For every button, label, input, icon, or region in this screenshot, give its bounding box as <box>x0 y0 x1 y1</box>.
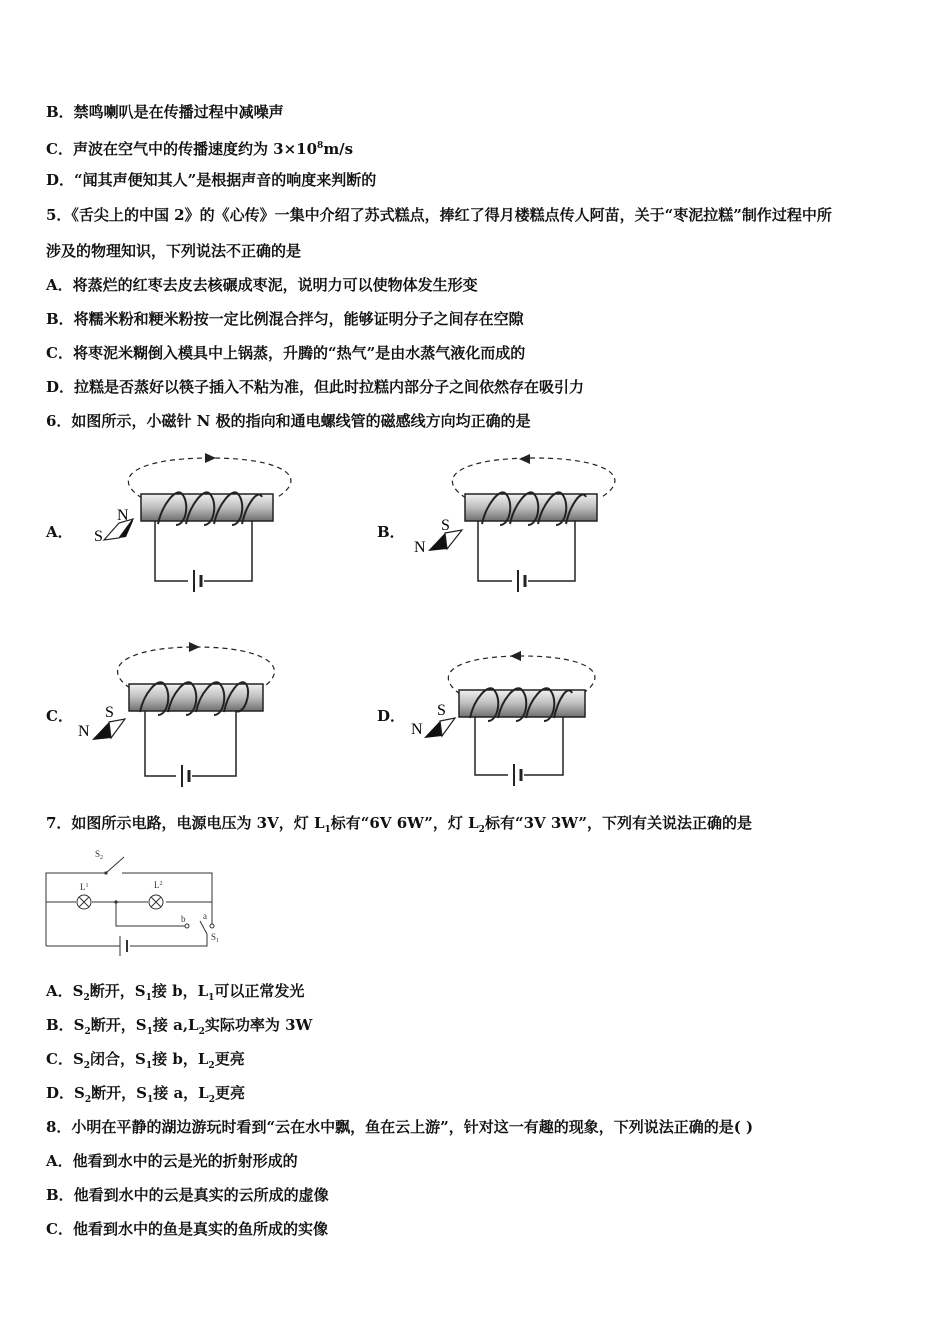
q7-c-t3: 接 b，L <box>152 1050 209 1068</box>
q7-b-t1: B．S <box>46 1016 85 1034</box>
q5-option-d: D．拉糕是否蒸好以筷子插入不粘为准，但此时拉糕内部分子之间依然存在吸引力 <box>46 378 585 396</box>
label-s1 <box>211 932 219 944</box>
q7-option-c <box>46 1049 245 1076</box>
q7-a-s2: 1 <box>145 993 152 1003</box>
junction-mid <box>114 900 117 903</box>
q7-b-s1: 2 <box>84 1027 91 1037</box>
wire-b <box>478 521 575 581</box>
q7-c-t1: C．S <box>46 1050 84 1068</box>
q5-stem-line2: 涉及的物理知识，下列说法不正确的是 <box>46 242 302 260</box>
q7-b-t3: 接 a,L <box>152 1016 199 1034</box>
q6-figure-a <box>94 453 291 592</box>
q6-stem: 6．如图所示，小磁针 N 极的指向和通电螺线管的磁感线方向均正确的是 <box>46 412 531 430</box>
wire-right-bottom <box>130 934 207 946</box>
q7-circuit-diagram <box>0 840 950 980</box>
field-arrow-a <box>205 453 216 463</box>
label-s2 <box>95 849 103 861</box>
wire-c <box>145 711 236 776</box>
q6-figure-c <box>78 642 274 787</box>
q7-stem-part2: 标有“6V 6W”，灯 L <box>330 814 479 832</box>
label-a: a <box>203 911 207 921</box>
q7-c-s1: 2 <box>83 1061 91 1071</box>
q8-option-c: C．他看到水中的鱼是真实的鱼所成的实像 <box>46 1220 328 1238</box>
q7-d-s3: 2 <box>208 1095 215 1105</box>
q7-b-t2: 断开，S <box>90 1016 147 1034</box>
label-l1-letter: L <box>80 882 86 892</box>
q4-option-d: D．“闻其声便知其人”是根据声音的响度来判断的 <box>46 171 377 189</box>
q7-a-t2: 断开，S <box>89 982 146 1000</box>
compass-c-s-label: S <box>105 704 114 721</box>
q7-a-t4: 可以正常发光 <box>214 982 305 1000</box>
q8-option-b: B．他看到水中的云是真实的云所成的虚像 <box>46 1186 329 1204</box>
q8-option-a: A．他看到水中的云是光的折射形成的 <box>46 1152 298 1170</box>
label-l2 <box>154 880 163 890</box>
q4-option-c-unit: m/s <box>323 140 354 158</box>
q4-option-c-text: C．声波在空气中的传播速度约为 3×10 <box>46 140 318 158</box>
field-arrow-d <box>510 651 521 661</box>
wire-a <box>155 521 252 581</box>
q7-d-t1: D．S <box>46 1084 85 1102</box>
junction-s2 <box>104 871 107 874</box>
q7-c-t4: 更亮 <box>214 1050 245 1068</box>
field-arrow-b <box>519 454 530 464</box>
label-s2-letter: S <box>95 849 101 859</box>
q6-figure-b-label: B． <box>377 523 405 541</box>
label-l1-sub: 1 <box>85 883 89 889</box>
q5-stem-line1: 5．《舌尖上的中国 2》的《心传》一集中介绍了苏式糕点，捧红了得月楼糕点传人阿苗，关于“枣泥拉糕”制作过程中所 <box>46 206 832 224</box>
q7-option-d <box>46 1083 245 1110</box>
label-b: b <box>181 914 186 924</box>
q7-b-s2: 1 <box>146 1027 153 1037</box>
q7-stem <box>46 813 752 840</box>
q7-stem-sub1: 1 <box>324 825 331 835</box>
field-line-c <box>118 647 275 688</box>
q7-c-t2: 闭合，S <box>90 1050 146 1068</box>
q8-stem: 8．小明在平静的湖边游玩时看到“云在水中飘，鱼在云上游”，针对这一有趣的现象，下列说法正确的是( ) <box>46 1118 754 1136</box>
q7-stem-part3: 标有“3V 3W”，下列有关说法正确的是 <box>484 814 753 832</box>
label-s1-letter: S <box>211 932 217 942</box>
q6-figure-b <box>414 454 615 592</box>
q7-d-s1: 2 <box>84 1095 92 1105</box>
label-s1-sub: 1 <box>216 938 220 944</box>
q6-figure-c-label: C． <box>46 707 73 725</box>
compass-a-s-label: S <box>94 528 103 545</box>
q7-c-s2: 1 <box>145 1061 153 1071</box>
q7-d-t4: 更亮 <box>214 1084 245 1102</box>
q4-option-b: B．禁鸣喇叭是在传播过程中减噪声 <box>46 103 284 121</box>
compass-a-n-label: N <box>117 507 129 524</box>
q6-figure-d-label: D． <box>377 707 406 725</box>
switch-s2 <box>106 857 124 873</box>
compass-b-s-label: S <box>441 517 450 534</box>
field-line-a <box>128 458 291 498</box>
label-l2-letter: L <box>154 880 160 890</box>
q7-d-s2: 1 <box>146 1095 154 1105</box>
q7-c-s3: 2 <box>208 1061 215 1071</box>
q6-figure-a-label: A． <box>46 523 73 541</box>
field-line-b <box>452 458 615 498</box>
compass-c-s <box>109 719 125 738</box>
label-s2-sub: 2 <box>100 855 104 861</box>
q7-b-s3: 2 <box>198 1027 205 1037</box>
compass-d-s-label: S <box>437 702 446 719</box>
label-l1 <box>80 882 89 892</box>
q5-option-b: B．将糯米粉和粳米粉按一定比例混合拌匀，能够证明分子之间存在空隙 <box>46 310 524 328</box>
q7-a-t3: 接 b，L <box>151 982 209 1000</box>
compass-b-n-label: N <box>414 539 426 556</box>
q7-stem-sub2: 2 <box>478 825 485 835</box>
wire-left-top <box>46 873 106 946</box>
terminal-a <box>210 924 214 928</box>
q5-option-c: C．将枣泥米糊倒入模具中上锅蒸，升腾的“热气”是由水蒸气液化而成的 <box>46 344 526 362</box>
label-l2-sub: 2 <box>159 881 163 887</box>
q7-a-t1: A．S <box>46 982 84 1000</box>
compass-d-n-label: N <box>411 721 423 738</box>
q7-d-t3: 接 a，L <box>153 1084 209 1102</box>
q7-a-s3: 1 <box>208 993 215 1003</box>
solenoid-d <box>459 690 585 717</box>
q7-d-t2: 断开，S <box>91 1084 147 1102</box>
q5-option-a: A．将蒸烂的红枣去皮去核碾成枣泥，说明力可以使物体发生形变 <box>46 276 478 294</box>
wire-right-top <box>122 873 212 902</box>
compass-d-s <box>440 718 455 736</box>
compass-c-n-label: N <box>78 723 90 740</box>
q7-a-s1: 2 <box>83 993 90 1003</box>
q7-stem-part1: 7．如图所示电路，电源电压为 3V，灯 L <box>46 814 325 832</box>
wire-d <box>475 717 563 775</box>
field-arrow-c <box>189 642 200 652</box>
q7-option-a <box>46 981 304 1008</box>
q4-option-c-exponent: 8 <box>317 141 324 151</box>
q6-figure-d <box>411 651 595 786</box>
q7-b-t4: 实际功率为 3W <box>204 1016 313 1034</box>
switch-s1 <box>200 921 207 934</box>
q7-option-b <box>46 1015 312 1042</box>
terminal-b <box>185 924 189 928</box>
